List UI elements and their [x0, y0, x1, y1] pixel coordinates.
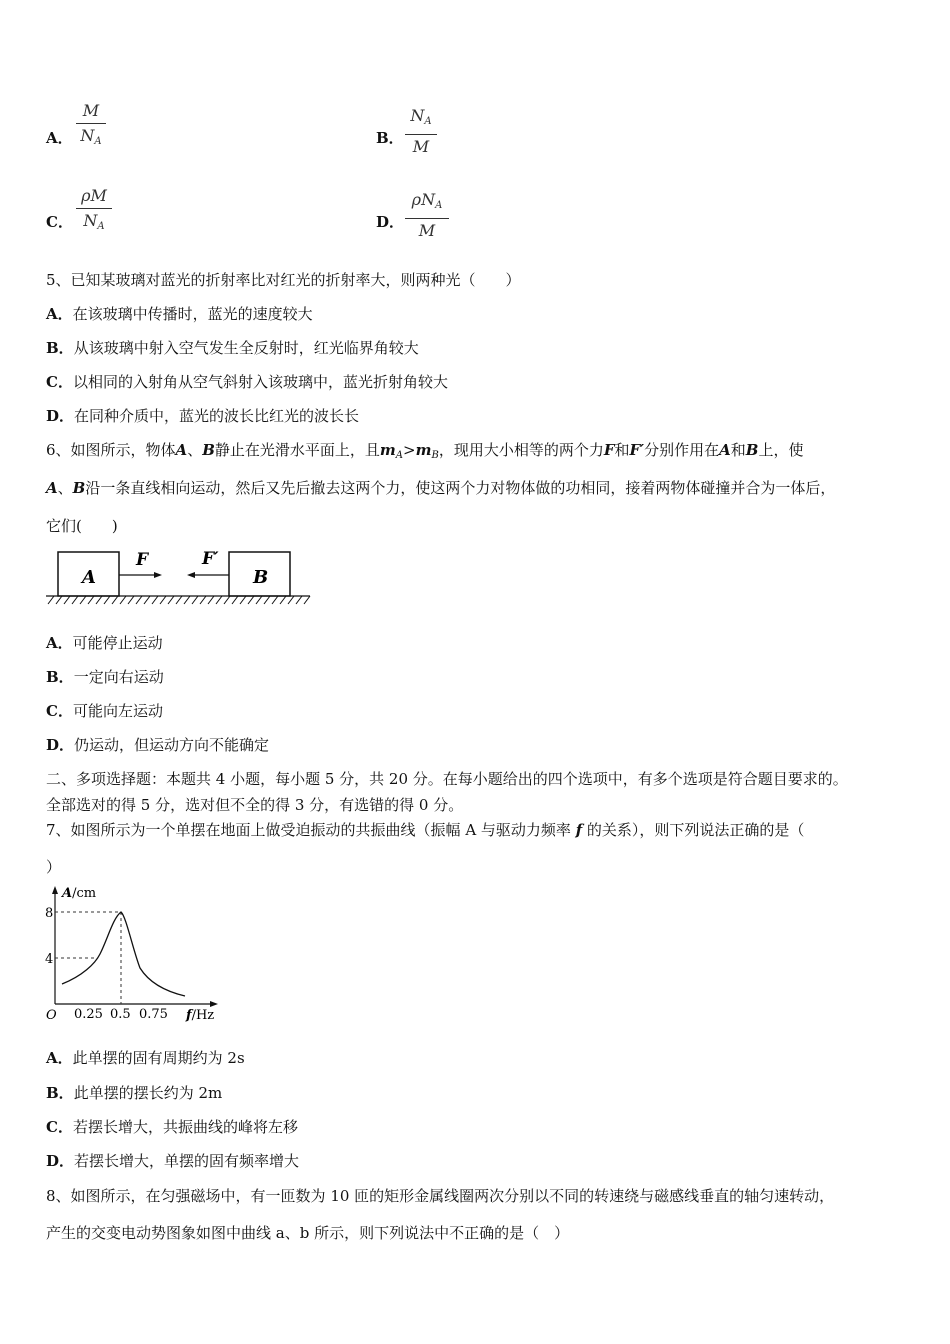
fraction-rhom-over-na	[76, 186, 112, 237]
q5-stem: 5、已知某玻璃对蓝光的折射率比对红光的折射率大，则两种光（ ）	[46, 271, 521, 289]
hatch-mark	[80, 596, 86, 604]
hatch-mark	[56, 596, 62, 604]
q6-option-d: D．仍运动，但运动方向不能确定	[46, 736, 270, 754]
option-label: B．	[376, 129, 404, 147]
hatch-mark	[184, 596, 190, 604]
hatch-mark	[200, 596, 206, 604]
q5-option-b: B．从该玻璃中射入空气发生全反射时，红光临界角较大	[46, 339, 419, 357]
force-f-label: F	[136, 550, 149, 570]
denominator: M	[412, 137, 430, 156]
y-axis-arrowhead	[52, 886, 58, 894]
q6-option-b: B．一定向右运动	[46, 668, 164, 686]
hatch-mark	[104, 596, 110, 604]
numerator: $N_A$	[410, 106, 432, 127]
hatch-mark	[144, 596, 150, 604]
hatch-mark	[208, 596, 214, 604]
q7-option-c: C．若摆长增大，共振曲线的峰将左移	[46, 1118, 298, 1136]
q6-figure	[44, 544, 314, 608]
q7-option-b: B．此单摆的摆长约为 2m	[46, 1084, 223, 1102]
x-axis-label: f/Hz	[186, 1008, 215, 1023]
hatch-mark	[216, 596, 222, 604]
hatch-mark	[160, 596, 166, 604]
option-label: C．	[46, 213, 73, 231]
fraction-m-over-na	[76, 101, 106, 152]
hatch-mark	[256, 596, 262, 604]
option-label: D．	[376, 213, 405, 231]
option-label: A．	[46, 129, 73, 147]
q7-option-d: D．若摆长增大，单摆的固有频率增大	[46, 1152, 300, 1170]
q8-stem-line1: 8、如图所示，在匀强磁场中，有一匝数为 10 匝的矩形金属线圈两次分别以不同的转速绕与磁感线垂直的轴匀速转动，	[46, 1187, 835, 1205]
hatch-mark	[96, 596, 102, 604]
resonance-curve	[62, 912, 185, 996]
hatch-mark	[248, 596, 254, 604]
hatch-mark	[112, 596, 118, 604]
x-tick-label-0.5: 0.5	[110, 1007, 131, 1022]
force-f-arrowhead	[154, 572, 162, 578]
ground-hatching	[48, 596, 310, 604]
hatch-mark	[128, 596, 134, 604]
denominator: $N_A$	[83, 211, 105, 232]
q6-option-a: A．可能停止运动	[46, 634, 163, 652]
block-b-label: B	[253, 567, 269, 588]
hatch-mark	[296, 596, 302, 604]
x-tick-label-0.75: 0.75	[139, 1007, 168, 1022]
section2-heading-line1: 二、多项选择题：本题共 4 小题，每小题 5 分，共 20 分。在每小题给出的四个选项中，有多个选项是符合题目要求的。	[46, 770, 848, 788]
x-tick-label-0.25: 0.25	[74, 1007, 103, 1022]
numerator: M	[82, 101, 100, 120]
y-axis-label: A/cm	[62, 886, 97, 901]
fraction-rhona-over-m	[405, 190, 449, 241]
denominator: $N_A$	[80, 126, 102, 147]
hatch-mark	[232, 596, 238, 604]
q7-stem-line2: ）	[46, 858, 62, 876]
q7-resonance-graph	[40, 880, 230, 1028]
section2-heading-line2: 全部选对的得 5 分，选对但不全的得 3 分，有选错的得 0 分。	[46, 796, 464, 814]
q8-stem-line2: 产生的交变电动势图象如图中曲线 a、b 所示，则下列说法中不正确的是（ ）	[46, 1224, 570, 1242]
hatch-mark	[48, 596, 54, 604]
hatch-mark	[280, 596, 286, 604]
y-tick-label-8: 8	[45, 906, 54, 921]
origin-label: O	[46, 1008, 57, 1023]
hatch-mark	[120, 596, 126, 604]
hatch-mark	[72, 596, 78, 604]
hatch-mark	[152, 596, 158, 604]
q5-option-a: A．在该玻璃中传播时，蓝光的速度较大	[46, 305, 313, 323]
fraction-na-over-m	[405, 106, 437, 157]
hatch-mark	[136, 596, 142, 604]
hatch-mark	[288, 596, 294, 604]
x-axis-arrowhead	[210, 1001, 218, 1007]
hatch-mark	[64, 596, 70, 604]
hatch-mark	[240, 596, 246, 604]
q6-stem-line2: A、B沿一条直线相向运动，然后又先后撤去这两个力，使这两个力对物体做的功相同，接着两物体碰撞并合为一体后，	[46, 479, 836, 497]
force-fp-label: F′	[202, 549, 219, 569]
denominator: M	[418, 221, 436, 240]
y-tick-label-4: 4	[45, 952, 54, 967]
q5-option-c: C．以相同的入射角从空气斜射入该玻璃中，蓝光折射角较大	[46, 373, 448, 391]
hatch-mark	[192, 596, 198, 604]
hatch-mark	[304, 596, 310, 604]
q6-option-c: C．可能向左运动	[46, 702, 163, 720]
q7-option-a: A．此单摆的固有周期约为 2s	[46, 1049, 245, 1067]
q6-stem-line1: 6、如图所示，物体A、B静止在光滑水平面上，且$m_A>m_B$，现用大小相等的两个力F和F′分别作用在A和B上，使	[46, 441, 804, 461]
hatch-mark	[264, 596, 270, 604]
numerator: ρM	[81, 186, 107, 205]
block-a-label: A	[82, 567, 96, 588]
hatch-mark	[272, 596, 278, 604]
force-fp-arrowhead	[187, 572, 195, 578]
hatch-mark	[168, 596, 174, 604]
q5-option-d: D．在同种介质中，蓝光的波长比红光的波长长	[46, 407, 360, 425]
q7-stem-line1: 7、如图所示为一个单摆在地面上做受迫振动的共振曲线（振幅 A 与驱动力频率 f 的关系），则下列说法正确的是（	[46, 821, 805, 839]
numerator: $\rho N_A$	[411, 190, 443, 211]
q6-stem-line3: 它们( )	[46, 517, 118, 535]
hatch-mark	[224, 596, 230, 604]
hatch-mark	[88, 596, 94, 604]
hatch-mark	[176, 596, 182, 604]
